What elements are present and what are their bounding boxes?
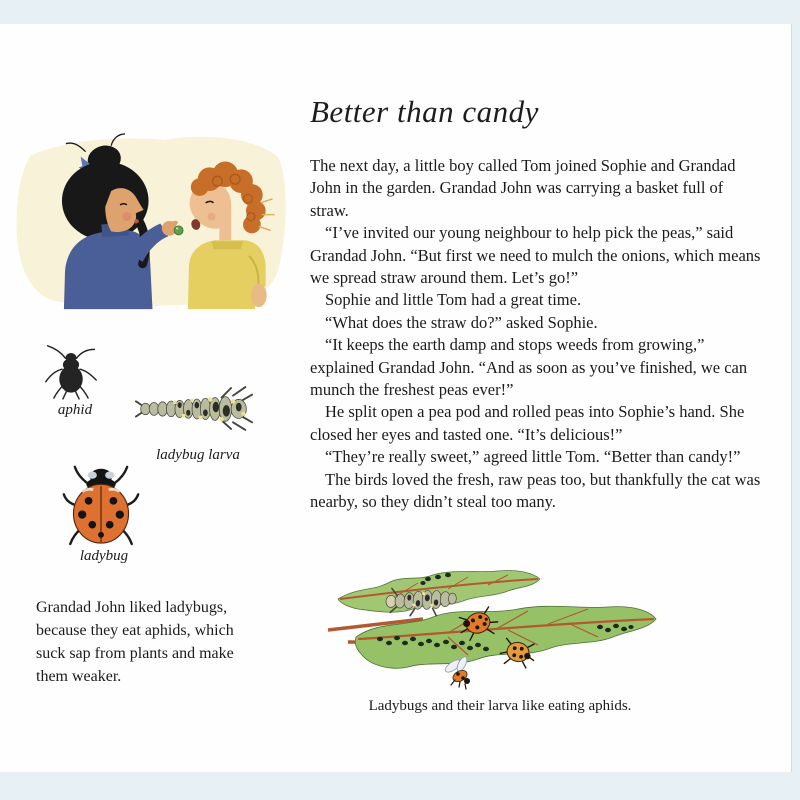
story-paragraph: The next day, a little boy called Tom joined Sophie and Grandad John in the garden. Grandad John was carrying a basket full of straw.: [310, 156, 736, 220]
aphid-label: aphid: [57, 402, 93, 418]
page-title: Better than candy: [310, 94, 539, 129]
story-paragraph: The birds loved the fresh, raw peas too, but thankfully the cat was nearby, so they didn’t steal too many.: [310, 469, 761, 512]
boy-hand: [251, 284, 267, 308]
ladybug-icon: [62, 462, 140, 547]
ladybug-label: ladybug: [79, 548, 129, 564]
story-text: [310, 155, 762, 514]
children-illustration: [8, 130, 295, 315]
ladybug-larva-label: ladybug larva: [156, 447, 240, 463]
side-note: Grandad John liked ladybugs, because they eat aphids, which suck sap from plants and make them weaker.: [36, 599, 234, 685]
leaf-scene-illustration: [328, 557, 668, 692]
story-paragraph: “They’re really sweet,” agreed little Tom. “Better than candy!”: [325, 447, 741, 467]
illustration-caption: Ladybugs and their larva like eating aphids.: [368, 698, 632, 714]
book-page: [0, 24, 792, 772]
story-paragraph: “I’ve invited our young neighbour to help pick the peas,” said Grandad John. “But first we need to mulch the onions, which means we spread straw around them. Let’s go!”: [310, 223, 761, 288]
story-paragraph: He split open a pea pod and rolled peas into Sophie’s hand. She closed her eyes and tasted one. “It’s delicious!”: [310, 402, 745, 444]
story-paragraph: “It keeps the earth damp and stops weeds from growing,” explained Grandad John. “And as soon as you’ve finished, we can munch the freshest peas ever!”: [310, 335, 748, 400]
story-paragraph: Sophie and little Tom had a great time.: [325, 290, 582, 310]
story-paragraph: “What does the straw do?” asked Sophie.: [325, 312, 598, 332]
pea: [174, 226, 183, 235]
ladybug-larva-icon: [134, 384, 253, 432]
children-illustration-svg: [8, 130, 295, 315]
aphid-icon: [44, 342, 98, 400]
